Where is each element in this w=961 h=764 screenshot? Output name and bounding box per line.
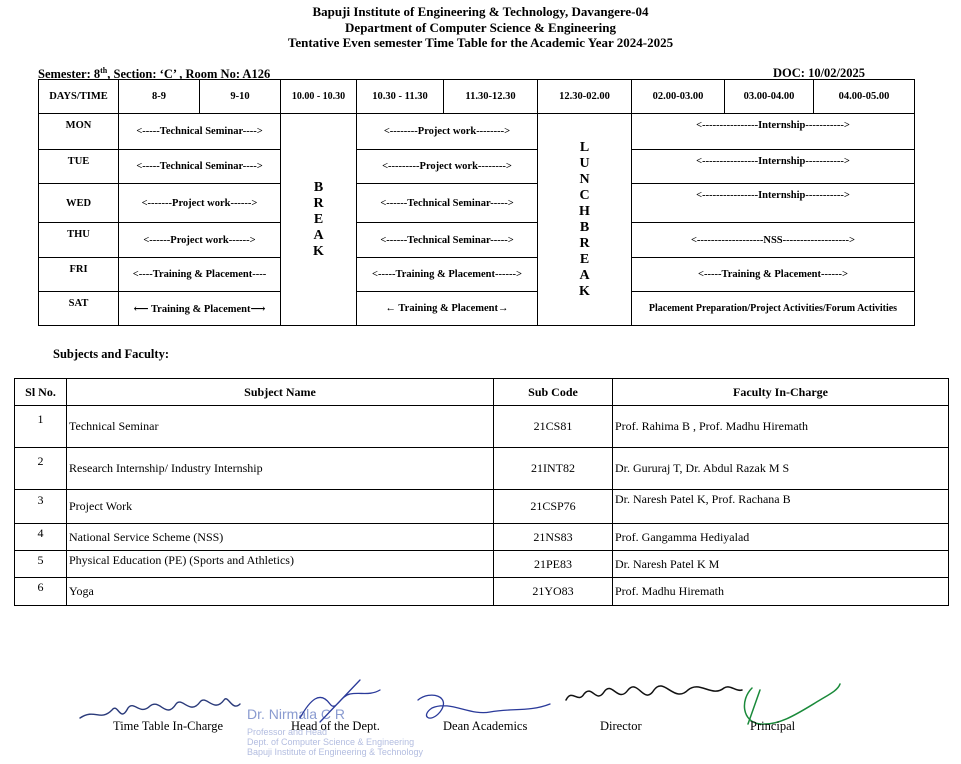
semester-label: Semester: 8	[38, 67, 101, 82]
faculty-cell: Prof. Gangamma Hediyalad	[613, 524, 949, 551]
table-row	[15, 490, 949, 524]
sl-cell: 6	[15, 578, 67, 606]
stamp-line: Dept. of Computer Science & Engineering	[247, 737, 415, 747]
col-header: Sl No.	[15, 379, 67, 406]
signature-director	[566, 686, 742, 700]
day-cell: WED	[39, 184, 119, 223]
subject-name-cell: Technical Seminar	[67, 406, 494, 448]
slot-cell: <-----Training & Placement------>	[357, 258, 538, 292]
timetable-row	[39, 223, 915, 258]
slot-cell: <----------------Internship----------->	[632, 184, 915, 223]
faculty-cell: Prof. Rahima B , Prof. Madhu Hiremath	[613, 406, 949, 448]
timetable	[38, 79, 915, 326]
sub-code-cell: 21PE83	[494, 551, 613, 578]
sig-label-timetable-incharge: Time Table In-Charge	[113, 719, 223, 733]
faculty-cell: Dr. Gururaj T, Dr. Abdul Razak M S	[613, 448, 949, 490]
day-cell: FRI	[39, 258, 119, 292]
slot-cell: <-----Technical Seminar---->	[119, 114, 281, 150]
slot-cell: <------Technical Seminar----->	[357, 223, 538, 258]
sig-label-principal: Principal	[750, 719, 796, 733]
col-header: 02.00-03.00	[632, 80, 725, 114]
department-name: Department of Computer Science & Engineering	[345, 20, 616, 35]
slot-cell: <-------Project work------>	[119, 184, 281, 223]
slot-cell: <----------------Internship----------->	[632, 114, 915, 150]
sub-code-cell: 21NS83	[494, 524, 613, 551]
slot-cell: ⟵ Training & Placement⟶	[119, 292, 281, 326]
sig-label-director: Director	[600, 719, 642, 733]
section-room: , Section: ‘C’ , Room No: A126	[107, 67, 271, 82]
col-header: 10.30 - 11.30	[357, 80, 444, 114]
col-header: 03.00-04.00	[725, 80, 814, 114]
subjects-table	[14, 378, 949, 606]
slot-cell: Placement Preparation/Project Activities/Forum Activities	[632, 292, 915, 326]
sub-code-cell: 21INT82	[494, 448, 613, 490]
slot-cell: <---------Project work-------->	[357, 150, 538, 184]
slot-cell: <-----Technical Seminar---->	[119, 150, 281, 184]
col-header: 04.00-05.00	[814, 80, 915, 114]
day-cell: TUE	[39, 150, 119, 184]
sub-code-cell: 21YO83	[494, 578, 613, 606]
timetable-row	[39, 114, 915, 150]
semester-sup: th	[100, 66, 108, 75]
stamp-line: Bapuji Institute of Engineering & Technology	[247, 747, 423, 757]
col-header: 12.30-02.00	[538, 80, 632, 114]
table-row	[15, 578, 949, 606]
subjects-heading: Subjects and Faculty:	[53, 347, 169, 361]
signature-timetable-incharge	[80, 699, 240, 718]
stamp-line: Professor and Head	[247, 727, 328, 737]
slot-cell: <-----Training & Placement------>	[632, 258, 915, 292]
timetable-header-row	[39, 80, 915, 114]
break-column	[281, 114, 357, 326]
col-header: 9-10	[200, 80, 281, 114]
timetable-row	[39, 292, 915, 326]
sig-label-hod: Head of the Dept.	[291, 719, 380, 733]
slot-cell: <--------Project work-------->	[357, 114, 538, 150]
subject-name-cell: Research Internship/ Industry Internship	[67, 448, 494, 490]
subject-name-cell: National Service Scheme (NSS)	[67, 524, 494, 551]
lunch-break-column	[538, 114, 632, 326]
sl-cell: 2	[15, 448, 67, 490]
day-cell: THU	[39, 223, 119, 258]
col-header: Subject Name	[67, 379, 494, 406]
subject-name-cell: Project Work	[67, 490, 494, 524]
slot-cell: <----------------Internship----------->	[632, 150, 915, 184]
subject-name-cell: Physical Education (PE) (Sports and Athletics)	[67, 551, 494, 578]
sl-cell: 5	[15, 551, 67, 578]
sl-cell: 4	[15, 524, 67, 551]
table-row	[15, 551, 949, 578]
sl-cell: 3	[15, 490, 67, 524]
sub-code-cell: 21CS81	[494, 406, 613, 448]
slot-cell: <-------------------NSS------------------->	[632, 223, 915, 258]
col-header: 10.00 - 10.30	[281, 80, 357, 114]
institute-name: Bapuji Institute of Engineering & Technology, Davangere-04	[312, 4, 649, 19]
sl-cell: 1	[15, 406, 67, 448]
sub-code-cell: 21CSP76	[494, 490, 613, 524]
signature-dean	[418, 695, 550, 718]
sig-label-dean: Dean Academics	[443, 719, 528, 733]
table-row	[15, 524, 949, 551]
slot-cell: <----Training & Placement----	[119, 258, 281, 292]
timetable-row	[39, 184, 915, 223]
lunch-break-text: LUNCH BREAK	[579, 139, 590, 299]
doc-date: DOC: 10/02/2025	[773, 66, 866, 80]
slot-cell: ← Training & Placement→	[357, 292, 538, 326]
slot-cell: <------Technical Seminar----->	[357, 184, 538, 223]
timetable-row	[39, 258, 915, 292]
timetable-title: Tentative Even semester Time Table for the Academic Year 2024-2025	[287, 35, 674, 50]
table-row	[15, 406, 949, 448]
subject-name-cell: Yoga	[67, 578, 494, 606]
col-header: Sub Code	[494, 379, 613, 406]
col-header: 8-9	[119, 80, 200, 114]
table-row	[15, 448, 949, 490]
col-header: DAYS/TIME	[39, 80, 119, 114]
hod-stamp-name: Dr. Nirmala C R	[247, 706, 346, 722]
col-header: 11.30-12.30	[444, 80, 538, 114]
break-text: BREAK	[313, 179, 324, 259]
day-cell: MON	[39, 114, 119, 150]
col-header: Faculty In-Charge	[613, 379, 949, 406]
faculty-cell: Prof. Madhu Hiremath	[613, 578, 949, 606]
day-cell: SAT	[39, 292, 119, 326]
faculty-cell: Dr. Naresh Patel K, Prof. Rachana B	[613, 490, 949, 524]
slot-cell: <------Project work------>	[119, 223, 281, 258]
subjects-header-row	[15, 379, 949, 406]
timetable-row	[39, 150, 915, 184]
faculty-cell: Dr. Naresh Patel K M	[613, 551, 949, 578]
